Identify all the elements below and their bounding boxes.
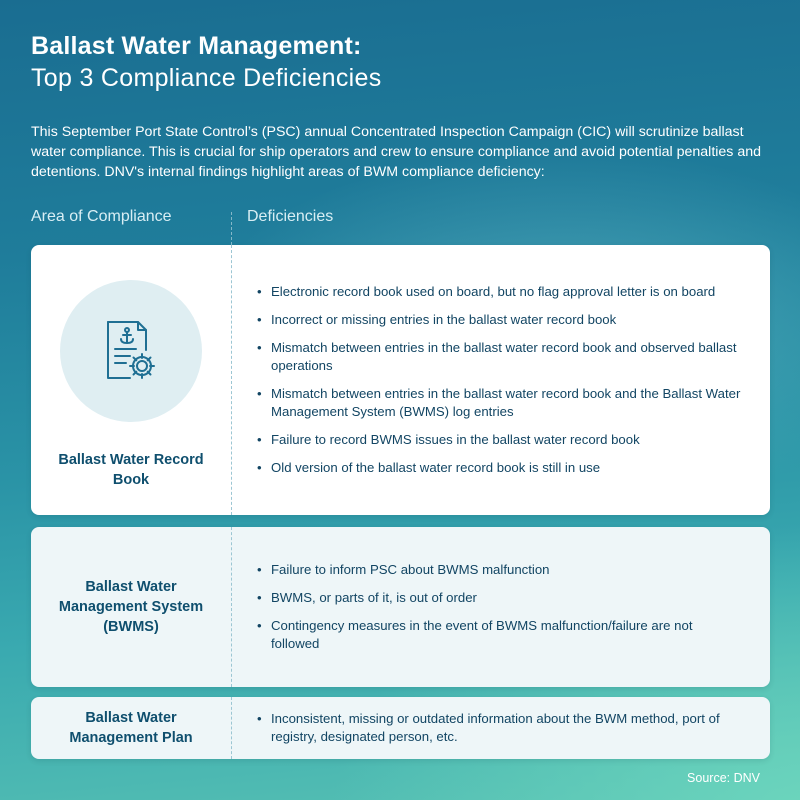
list-item: • Contingency measures in the event of BWMS malfunction/failure are not followed xyxy=(257,617,744,653)
list-item: • Electronic record book used on board, but no flag approval letter is on board xyxy=(257,283,744,301)
title-subtitle: Top 3 Compliance Deficiencies xyxy=(31,64,382,92)
list-item: • Failure to inform PSC about BWMS malfunction xyxy=(257,561,744,579)
card-divider xyxy=(231,245,232,515)
list-item: • Mismatch between entries in the ballast water record book and the Ballast Water Management System (BWMS) log entries xyxy=(257,385,744,421)
compliance-card-bwms xyxy=(31,527,770,687)
source-note: Source: DNV xyxy=(687,771,760,785)
area-label: Ballast Water Management System (BWMS) xyxy=(58,579,204,635)
area-cell xyxy=(31,697,231,759)
list-item: • Incorrect or missing entries in the ballast water record book xyxy=(257,311,744,329)
area-label: Ballast Water Record Book xyxy=(58,452,204,488)
deficiencies-cell xyxy=(257,245,744,515)
column-header-area: Area of Compliance xyxy=(31,208,172,225)
intro-paragraph: This September Port State Control’s (PSC) annual Concentrated Inspection Campaign (CIC) will scrutinize ballast water compliance. This is crucial for ship operators and crew to ensure compliance and avoid potential penalties and detentions. DNV's internal findings highlight areas of BWM compliance deficiency: xyxy=(31,124,762,180)
title-bold: Ballast Water Management: xyxy=(31,32,362,60)
list-item: • Mismatch between entries in the ballast water record book and observed ballast operations xyxy=(257,339,744,375)
card-divider xyxy=(231,527,232,687)
deficiency-list xyxy=(257,710,744,746)
compliance-card-record-book xyxy=(31,245,770,515)
deficiency-list xyxy=(257,561,744,653)
area-cell xyxy=(31,245,231,515)
area-cell xyxy=(31,527,231,687)
area-label: Ballast Water Management Plan xyxy=(69,710,193,746)
record-book-gear-icon xyxy=(60,280,202,422)
deficiencies-cell xyxy=(257,697,744,759)
compliance-card-management-plan xyxy=(31,697,770,759)
column-header-deficiencies: Deficiencies xyxy=(247,208,334,225)
deficiency-list xyxy=(257,283,744,477)
list-item: • Inconsistent, missing or outdated information about the BWM method, port of registry, designated person, etc. xyxy=(257,710,744,746)
list-item: • BWMS, or parts of it, is out of order xyxy=(257,589,744,607)
card-divider xyxy=(231,697,232,759)
list-item: • Old version of the ballast water record book is still in use xyxy=(257,459,744,477)
column-divider xyxy=(231,212,232,245)
list-item: • Failure to record BWMS issues in the ballast water record book xyxy=(257,431,744,449)
deficiencies-cell xyxy=(257,527,744,687)
